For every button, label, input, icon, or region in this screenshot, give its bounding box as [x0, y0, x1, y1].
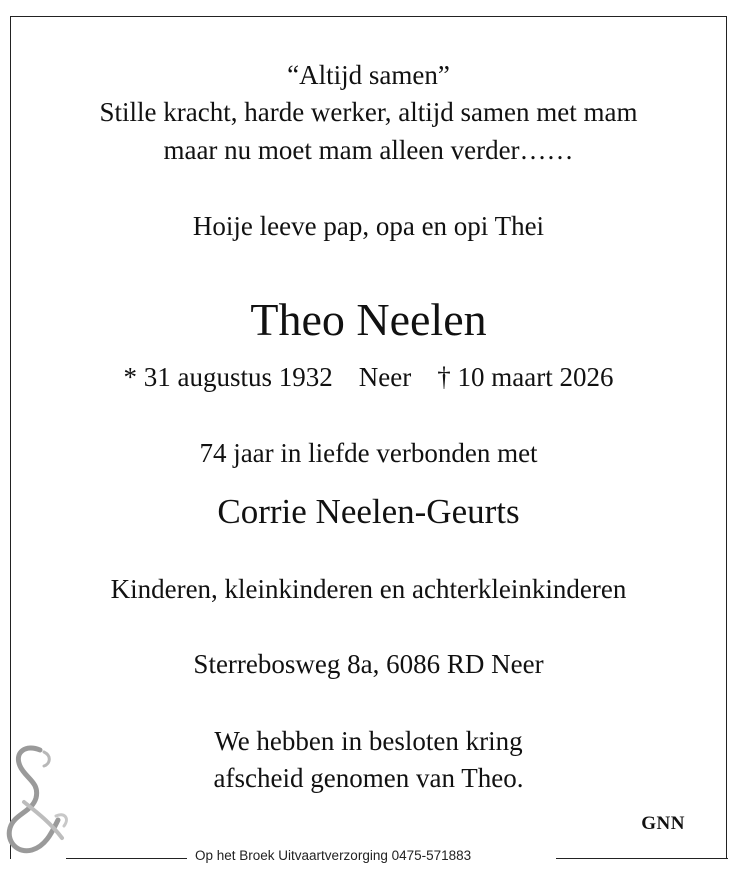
closing-line-2: afscheid genomen van Theo. [213, 763, 524, 793]
intro-line: Hoije leeve pap, opa en opi Thei [192, 211, 545, 241]
place: Neer [358, 362, 412, 392]
bottom-divider-left [66, 858, 187, 859]
verse-line-2: maar nu moet mam alleen verder…… [163, 135, 574, 165]
death-date: † 10 maart 2026 [437, 362, 614, 392]
life-dates [0, 362, 737, 393]
marriage-text: 74 jaar in liefde verbonden met [199, 438, 538, 468]
bottom-divider-right [556, 858, 728, 859]
funeral-director-credit: Op het Broek Uitvaartverzorging 0475-571883 [195, 848, 547, 863]
closing-line-1: We hebben in besloten kring [214, 726, 523, 756]
ampersand-flourish-icon [0, 742, 72, 860]
address: Sterrebosweg 8a, 6086 RD Neer [193, 649, 544, 679]
deceased-name: Theo Neelen [250, 294, 487, 345]
birth-date: * 31 augustus 1932 [123, 362, 333, 392]
family-line: Kinderen, kleinkinderen en achterkleinkinderen [110, 574, 627, 604]
verse-line-1: Stille kracht, harde werker, altijd samen met mam [99, 97, 638, 127]
publisher-mark: GNN [641, 813, 685, 834]
partner-name: Corrie Neelen-Geurts [217, 492, 520, 531]
motto: “Altijd samen” [287, 60, 450, 90]
